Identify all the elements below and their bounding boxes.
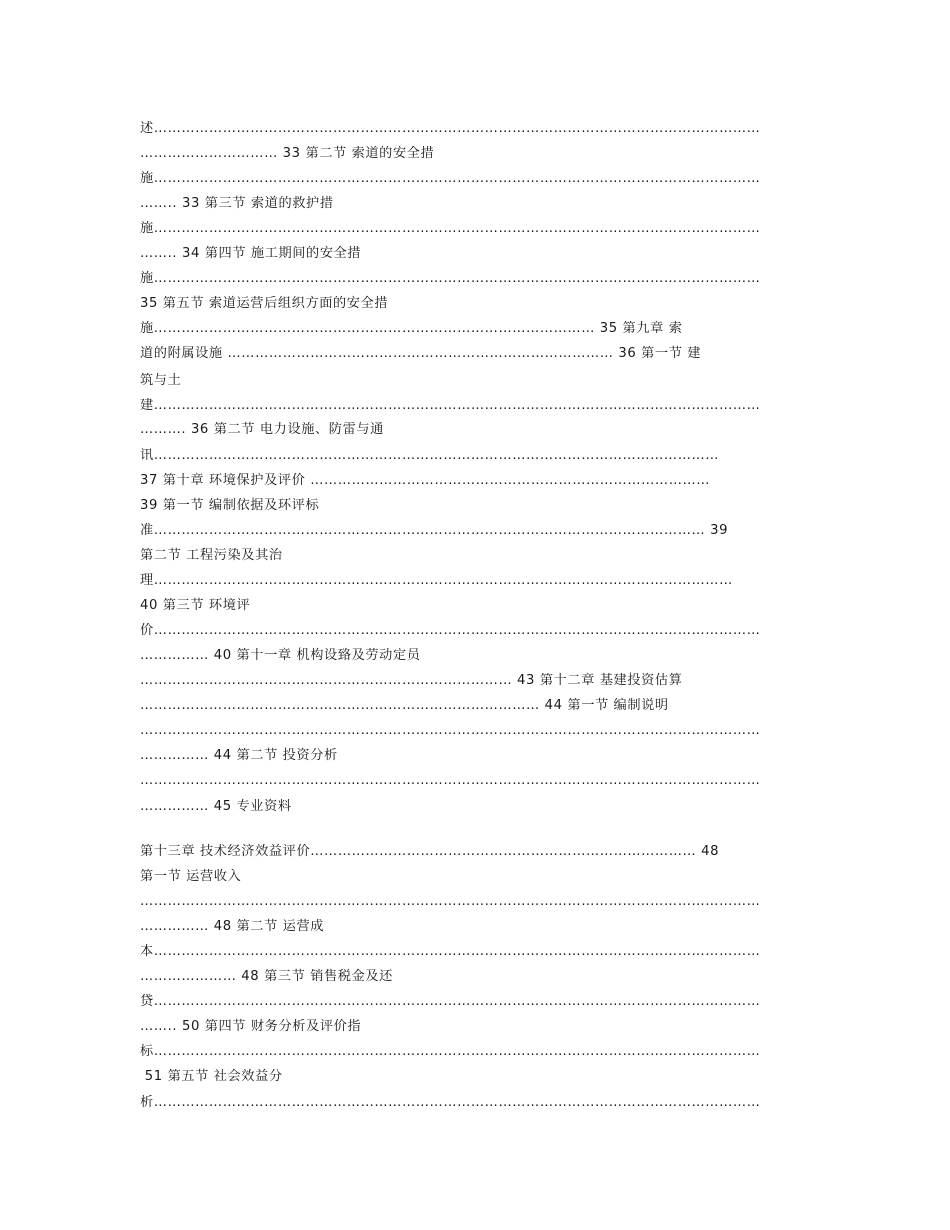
toc-line: ………………………………………………………………………………………………………………………	[140, 723, 761, 738]
toc-line: ………………………… 33 第二节 索道的安全措	[140, 146, 435, 161]
toc-line: ………………………………………………………………………………………………………………………	[140, 894, 761, 909]
toc-line: ………. 36 第二节 电力设施、防雷与通	[140, 422, 384, 437]
toc-line: …….. 50 第四节 财务分析及评价指	[140, 1019, 362, 1034]
toc-line: …………………………………………………………………………… 44 第一节 编制说明	[140, 698, 669, 713]
toc-line: 35 第五节 索道运营后组织方面的安全措	[140, 296, 389, 311]
toc-line: 道的附属设施 ………………………………………………………………………… 36 第一节 建	[140, 346, 702, 361]
toc-line: ……………………………………………………………………… 43 第十二章 基建投资估算	[140, 673, 683, 688]
toc-line: 第二节 工程污染及其治	[140, 548, 283, 563]
toc-line: 述……………………………………………………………………………………………………………………	[140, 121, 761, 136]
toc-line: 价……………………………………………………………………………………………………………………	[140, 623, 761, 638]
toc-line: 析……………………………………………………………………………………………………………………	[140, 1095, 761, 1110]
toc-line: 39 第一节 编制依据及环评标	[140, 498, 320, 513]
toc-line: …….. 34 第四节 施工期间的安全措	[140, 246, 362, 261]
toc-line: 施…………………………………………………………………………………… 35 第九章 索	[140, 321, 683, 336]
toc-line: 第一节 运营收入	[140, 869, 242, 884]
toc-line: …………… 48 第二节 运营成	[140, 919, 325, 934]
toc-line: 施……………………………………………………………………………………………………………………	[140, 171, 761, 186]
toc-line: 51 第五节 社会效益分	[140, 1069, 283, 1084]
toc-line: 第十三章 技术经济效益评价………………………………………………………………………… 48	[140, 844, 720, 859]
toc-line: …….. 33 第三节 索道的救护措	[140, 196, 334, 211]
toc-line: ………………… 48 第三节 销售税金及还	[140, 969, 393, 984]
toc-line: 筑与土	[140, 373, 182, 388]
toc-line: …………… 44 第二节 投资分析	[140, 748, 338, 763]
toc-line: 贷……………………………………………………………………………………………………………………	[140, 994, 761, 1009]
toc-line: 讯……………………………………………………………………………………………………………	[140, 448, 720, 463]
toc-line: 标……………………………………………………………………………………………………………………	[140, 1044, 761, 1059]
toc-line: 施……………………………………………………………………………………………………………………	[140, 221, 761, 236]
toc-line: ………………………………………………………………………………………………………………………	[140, 773, 761, 788]
toc-line: …………… 45 专业资料	[140, 799, 292, 814]
toc-line: 理………………………………………………………………………………………………………………	[140, 573, 733, 588]
toc-line: 建……………………………………………………………………………………………………………………	[140, 398, 761, 413]
toc-line: 准………………………………………………………………………………………………………… 39	[140, 523, 729, 538]
toc-line: 37 第十章 环境保护及评价 ……………………………………………………………………………	[140, 473, 711, 488]
toc-line: 本……………………………………………………………………………………………………………………	[140, 944, 761, 959]
toc-line: 施……………………………………………………………………………………………………………………	[140, 271, 761, 286]
toc-line: 40 第三节 环境评	[140, 598, 251, 613]
toc-line: …………… 40 第十一章 机构设臵及劳动定员	[140, 648, 421, 663]
